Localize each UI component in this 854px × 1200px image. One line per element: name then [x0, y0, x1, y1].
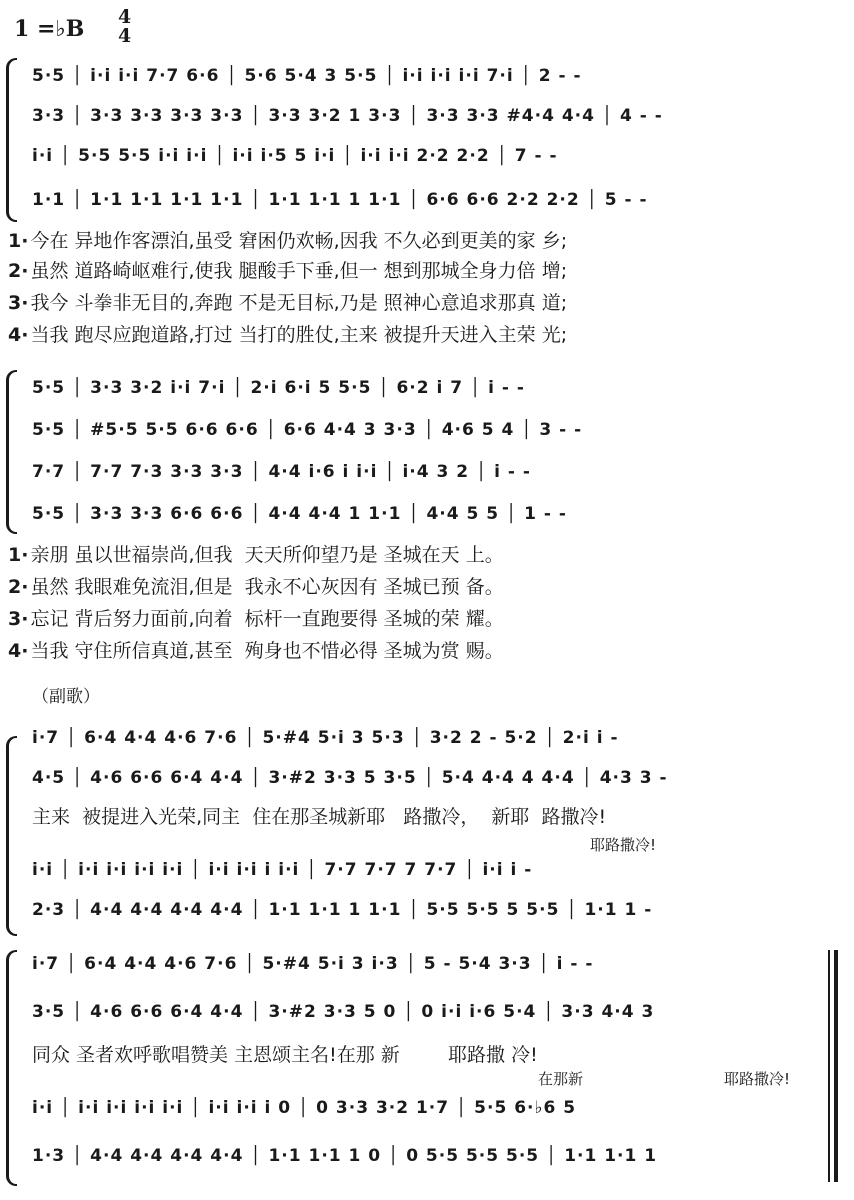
time-signature-bottom: 4 — [118, 25, 132, 47]
lyric-line: 4· 当我 守住所信真道,甚至 殉身也不惜必得 圣城为赏 赐。 — [8, 640, 504, 662]
lyric-line: 4· 当我 跑尽应跑道路,打过 当打的胜仗,主来 被提升天进入主荣 光; — [8, 324, 568, 346]
staff-line: i·i │ 5·5 5·5 i·i i·i │ i·i i·5 5 i·i │ i·i i·i 2·2 2·2 │ 7 - - — [32, 146, 558, 166]
staff-line: i·7 │ 6·4 4·4 4·6 7·6 │ 5·#4 5·i 3 i·3 │ 5 - 5·4 3·3 │ i - - — [32, 954, 594, 974]
staff-line: 5·5 │ #5·5 5·5 6·6 6·6 │ 6·6 4·4 3 3·3 │ 4·6 5 4 │ 3 - - — [32, 420, 583, 440]
final-barline-thin — [828, 950, 830, 1182]
chorus-label: （副歌） — [32, 687, 100, 707]
staff-line: i·7 │ 6·4 4·4 4·6 7·6 │ 5·#4 5·i 3 5·3 │ 3·2 2 - 5·2 │ 2·i i - — [32, 728, 619, 748]
lyric-line: 2· 虽然 道路崎岖难行,使我 腿酸手下垂,但一 想到那城全身力倍 增; — [8, 260, 568, 282]
staff-line: 5·5 │ i·i i·i 7·7 6·6 │ 5·6 5·4 3 5·5 │ i·i i·i i·i 7·i │ 2 - - — [32, 66, 582, 86]
chorus-lyric-line: 主来 被提进入光荣,同主 住在那圣城新耶 路撒冷， 新耶 路撒冷! — [32, 806, 607, 828]
lyric-line: 2· 虽然 我眼难免流泪,但是 我永不心灰因有 圣城已预 备。 — [8, 576, 504, 598]
lyric-line: 3· 我今 斗拳非无目的,奔跑 不是无目标,乃是 照神心意追求那真 道; — [8, 292, 568, 314]
chorus-lyric-line: 同众 圣者欢呼歌唱赞美 主恩颂主名!在那 新 耶路撒 冷! — [32, 1044, 538, 1066]
staff-line: 5·5 │ 3·3 3·2 i·i 7·i │ 2·i 6·i 5 5·5 │ 6·2 i 7 │ i - - — [32, 378, 525, 398]
staff-line: 5·5 │ 3·3 3·3 6·6 6·6 │ 4·4 4·4 1 1·1 │ 4·4 5 5 │ 1 - - — [32, 504, 567, 524]
time-signature — [118, 8, 131, 46]
lyric-line: 1· 今在 异地作客漂泊,虽受 窘困仍欢畅,因我 不久必到更美的家 乡; — [8, 230, 568, 252]
key-signature: 1 =♭B — [14, 16, 85, 42]
staff-line: 7·7 │ 7·7 7·3 3·3 3·3 │ 4·4 i·6 i i·i │ i·4 3 2 │ i - - — [32, 462, 531, 482]
chorus-small-lyric: 耶路撒冷! — [590, 836, 657, 854]
staff-line: 1·3 │ 4·4 4·4 4·4 4·4 │ 1·1 1·1 1 0 │ 0 5·5 5·5 5·5 │ 1·1 1·1 1 — [32, 1146, 658, 1166]
lyric-line: 3· 忘记 背后努力面前,向着 标杆一直跑要得 圣城的荣 耀。 — [8, 608, 504, 630]
staff-line: 2·3 │ 4·4 4·4 4·4 4·4 │ 1·1 1·1 1 1·1 │ 5·5 5·5 5 5·5 │ 1·1 1 - — [32, 900, 653, 920]
chorus-small-lyric: 耶路撒冷! — [724, 1070, 791, 1088]
staff-line: 1·1 │ 1·1 1·1 1·1 1·1 │ 1·1 1·1 1 1·1 │ 6·6 6·6 2·2 2·2 │ 5 - - — [32, 190, 648, 210]
lyric-line: 1· 亲朋 虽以世福崇尚,但我 天天所仰望乃是 圣城在天 上。 — [8, 544, 504, 566]
time-signature-top: 4 — [118, 6, 132, 28]
staff-line: 3·3 │ 3·3 3·3 3·3 3·3 │ 3·3 3·2 1 3·3 │ 3·3 3·3 #4·4 4·4 │ 4 - - — [32, 106, 663, 126]
chorus-small-lyric: 在那新 — [538, 1070, 584, 1088]
staff-line: i·i │ i·i i·i i·i i·i │ i·i i·i i i·i │ 7·7 7·7 7 7·7 │ i·i i - — [32, 860, 533, 880]
final-barline-thick — [834, 950, 838, 1182]
staff-line: 3·5 │ 4·6 6·6 6·4 4·4 │ 3·#2 3·3 5 0 │ 0 i·i i·6 5·4 │ 3·3 4·4 3 — [32, 1002, 655, 1022]
staff-line: 4·5 │ 4·6 6·6 6·4 4·4 │ 3·#2 3·3 5 3·5 │ 5·4 4·4 4 4·4 │ 4·3 3 - — [32, 768, 668, 788]
staff-line: i·i │ i·i i·i i·i i·i │ i·i i·i i 0 │ 0 3·3 3·2 1·7 │ 5·5 6·♭6 5 — [32, 1098, 577, 1118]
